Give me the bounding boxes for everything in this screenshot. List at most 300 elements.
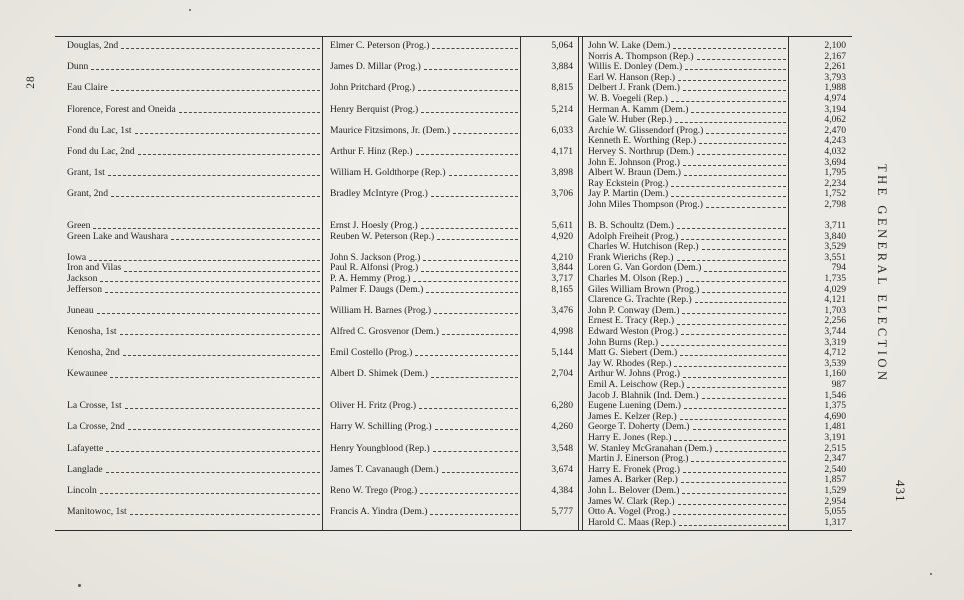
opponent-vote-count: 2,798 (824, 198, 846, 210)
district-name-text: Fond du Lac, 1st (67, 124, 132, 136)
opponent-vote-count: 4,121 (824, 294, 846, 306)
winning-vote-count: 6,033 (551, 124, 573, 136)
winning-candidate-name (322, 126, 520, 137)
winning-vote-count: 3,706 (551, 188, 573, 200)
district-row (55, 263, 578, 274)
district-row (55, 285, 578, 296)
dotted-leader (682, 312, 786, 314)
district-name-text: Lincoln (67, 484, 97, 496)
opponent-name-text: John Miles Thompson (Prog.) (588, 198, 703, 210)
winning-candidate-name-text: Ernst J. Hoesly (Prog.) (330, 220, 418, 232)
dotted-leader (421, 270, 518, 272)
opponent-row (578, 380, 852, 391)
district-row (55, 327, 578, 338)
opponent-list (578, 83, 852, 104)
winning-vote-count: 3,898 (551, 167, 573, 179)
opponent-name-text: Ray Eckstein (Prog.) (588, 177, 669, 189)
dotted-leader (97, 312, 320, 314)
opponent-vote-count: 4,029 (824, 283, 846, 295)
opponent-vote-count: 4,243 (824, 135, 846, 147)
district-row (55, 189, 578, 200)
opponent-name-text: John L. Belover (Dem.) (588, 484, 680, 496)
dotted-leader (673, 513, 786, 515)
result-group (55, 253, 852, 264)
winning-vote-count: 3,717 (551, 273, 573, 285)
result-group (55, 263, 852, 274)
district-name (55, 401, 322, 412)
result-group (55, 401, 852, 422)
opponent-name-text: Emil A. Leischow (Rep.) (588, 379, 685, 390)
dotted-leader (110, 376, 320, 378)
district-name-text: Fond du Lac, 2nd (67, 145, 135, 157)
table-body (55, 37, 852, 528)
winning-candidate-name (322, 507, 520, 518)
dotted-leader (678, 503, 786, 505)
scan-speck (930, 573, 932, 575)
district-row (55, 168, 578, 179)
winning-vote-count: 5,144 (551, 347, 573, 359)
dotted-leader (420, 492, 518, 494)
opponent-name-text: Giles William Brown (Prog.) (588, 283, 700, 295)
dotted-leader (686, 280, 786, 282)
dotted-leader (691, 460, 786, 462)
opponent-name-text: Harry E. Jones (Rep.) (588, 431, 672, 443)
opponent-vote-count: 4,690 (824, 410, 846, 422)
district-name-text: Green Lake and Waushara (67, 230, 169, 242)
opponent-list (578, 147, 852, 168)
opponent-vote-count: 1,752 (824, 188, 846, 200)
dotted-leader (673, 47, 786, 49)
dotted-leader (687, 386, 786, 388)
district-name (55, 444, 322, 455)
scan-speck (78, 584, 81, 587)
opponent-name-text: Earl W. Hanson (Rep.) (588, 71, 676, 83)
dotted-leader (695, 301, 786, 303)
district-name-text: Langlade (67, 463, 103, 475)
opponent-vote-count: 1,375 (824, 400, 846, 412)
dotted-leader (423, 259, 518, 261)
opponent-vote-count: 3,539 (824, 357, 846, 369)
opponent-list (578, 126, 852, 147)
dotted-leader (683, 89, 786, 91)
opponent-name-text: John W. Lake (Dem.) (588, 40, 671, 51)
district-name-text: Kewaunee (67, 368, 108, 380)
dotted-leader (434, 312, 518, 314)
dotted-leader (453, 132, 518, 134)
opponent-vote-count: 4,712 (824, 347, 846, 359)
result-group (55, 221, 852, 232)
district-name (55, 369, 322, 380)
opponent-name-text: Charles W. Hutchison (Rep.) (588, 241, 699, 253)
opponent-name-text: Clarence G. Trachte (Rep.) (588, 294, 692, 306)
dotted-leader (106, 450, 320, 452)
opponent-vote-count: 1,857 (824, 474, 846, 486)
winning-vote-count: 3,476 (551, 304, 573, 316)
district-name (55, 327, 322, 338)
winning-candidate-name-text: Reuben W. Peterson (Rep.) (330, 230, 435, 242)
winning-candidate-name (322, 486, 520, 497)
district-row (55, 105, 578, 116)
dotted-leader (671, 195, 786, 197)
opponent-vote-count: 2,234 (824, 177, 846, 189)
district-name-text: Grant, 1st (67, 167, 105, 179)
district-name-text: Iron and Vilas (67, 262, 122, 274)
result-group (55, 83, 852, 104)
dotted-leader (715, 450, 786, 452)
opponent-name-text: Willis E. Donley (Dem.) (588, 61, 683, 73)
winning-candidate-name-text: Alfred C. Grosvenor (Dem.) (330, 326, 439, 338)
dotted-leader (413, 280, 518, 282)
running-head-title: THE GENERAL ELECTION (875, 164, 889, 384)
opponent-vote-count: 2,167 (824, 50, 846, 62)
dotted-leader (437, 238, 518, 240)
dotted-leader (697, 153, 786, 155)
winning-candidate-name (322, 62, 520, 73)
opponent-list (578, 285, 852, 306)
winning-candidate-name-text: Henry Berquist (Prog.) (330, 103, 419, 115)
dotted-leader (108, 174, 320, 176)
opponent-name-text: Frank Wierichs (Rep.) (588, 251, 674, 263)
opponent-name-text: George T. Doherty (Dem.) (588, 421, 690, 433)
opponent-name-text: Ernest E. Tracy (Rep.) (588, 315, 675, 327)
opponent-name-text: W. B. Voegeli (Rep.) (588, 92, 668, 104)
opponent-list (578, 105, 852, 126)
district-row (55, 62, 578, 73)
winning-candidate-name-text: Bradley McIntyre (Prog.) (330, 188, 428, 200)
district-row (55, 253, 578, 264)
winning-candidate-name-text: Oliver H. Fritz (Prog.) (330, 400, 417, 412)
opponent-name-text: Gale W. Huber (Rep.) (588, 114, 672, 126)
opponent-name-text: Kenneth E. Worthing (Rep.) (588, 135, 697, 147)
winning-candidate-name (322, 327, 520, 338)
district-name (55, 62, 322, 73)
opponent-vote-count: 2,515 (824, 442, 846, 454)
dotted-leader (100, 492, 320, 494)
dotted-leader (120, 333, 320, 335)
winning-candidate-name-text: Harry W. Schilling (Prog.) (330, 421, 432, 433)
opponent-vote-count: 5,055 (824, 506, 846, 518)
opponent-name-text: Adolph Freiheit (Prog.) (588, 230, 679, 242)
winning-candidate-name (322, 306, 520, 317)
district-name (55, 507, 322, 518)
district-name-text: Florence, Forest and Oneida (67, 103, 176, 115)
result-group (55, 306, 852, 327)
opponent-name-text: Arthur W. Johns (Prog.) (588, 368, 680, 380)
dotted-leader (432, 47, 518, 49)
district-name-text: Iowa (67, 251, 87, 263)
dotted-leader (138, 153, 320, 155)
district-name-text: Eau Claire (67, 82, 108, 94)
opponent-name-text: Norris A. Thompson (Rep.) (588, 50, 694, 62)
district-name-text: Dunn (67, 61, 89, 73)
dotted-leader (111, 195, 320, 197)
dotted-leader (677, 323, 786, 325)
column-rule-district-candidate (322, 37, 323, 530)
opponent-list (578, 486, 852, 507)
dotted-leader (680, 354, 786, 356)
district-name-text: Lafayette (67, 442, 104, 454)
winning-vote-count: 4,260 (551, 421, 573, 433)
winning-vote-count: 4,920 (551, 230, 573, 242)
dotted-leader (682, 492, 786, 494)
dotted-leader (675, 121, 786, 123)
winning-vote-count: 2,704 (551, 368, 573, 380)
winning-vote-count: 5,777 (551, 506, 573, 518)
winning-candidate-name-text: Paul R. Alfonsi (Prog.) (330, 262, 419, 274)
winning-vote-count: 8,165 (551, 283, 573, 295)
dotted-leader (702, 291, 786, 293)
district-row (55, 369, 578, 380)
winning-candidate-name (322, 401, 520, 412)
dotted-leader (699, 142, 786, 144)
result-group (55, 232, 852, 253)
opponent-list (578, 422, 852, 443)
opponent-name-text: Matt G. Siebert (Dem.) (588, 347, 678, 359)
district-row (55, 486, 578, 497)
dotted-leader (677, 259, 787, 261)
winning-candidate-name (322, 348, 520, 359)
dotted-leader (418, 89, 518, 91)
dotted-leader (683, 376, 786, 378)
dotted-leader (421, 111, 518, 113)
winning-vote-count: 3,884 (551, 61, 573, 73)
dotted-leader (426, 291, 518, 293)
dotted-leader (674, 365, 786, 367)
district-name (55, 348, 322, 359)
winning-candidate-name (322, 285, 520, 296)
winning-vote-count: 5,064 (551, 40, 573, 51)
winning-vote-count: 5,611 (551, 220, 573, 232)
opponent-list (578, 306, 852, 327)
winning-candidate-name-text: William H. Goldthorpe (Rep.) (330, 167, 446, 179)
dotted-leader (681, 333, 786, 335)
dotted-leader (433, 450, 518, 452)
winning-candidate-name-text: Arthur F. Hinz (Rep.) (330, 145, 413, 157)
district-row (55, 306, 578, 317)
winning-candidate-name (322, 189, 520, 200)
district-name (55, 285, 322, 296)
opponent-list (578, 327, 852, 348)
dotted-leader (706, 206, 786, 208)
opponent-vote-count: 2,100 (824, 40, 846, 51)
opponent-name (578, 41, 788, 52)
winning-candidate-name-text: Elmer C. Peterson (Prog.) (330, 40, 430, 51)
winning-candidate-name-text: Henry Youngblood (Rep.) (330, 442, 430, 454)
winning-candidate-name-text: John Pritchard (Prog.) (330, 82, 415, 94)
opponent-vote-count: 1,529 (824, 484, 846, 496)
dotted-leader (415, 354, 518, 356)
winning-candidate-name-text: Emil Costello (Prog.) (330, 347, 413, 359)
winning-candidate-name-text: William H. Barnes (Prog.) (330, 304, 432, 316)
winning-vote-count: 4,384 (551, 484, 573, 496)
dotted-leader (430, 513, 518, 515)
result-group (55, 486, 852, 507)
winning-candidate-name-text: Albert D. Shimek (Dem.) (330, 368, 428, 380)
dotted-leader (702, 397, 786, 399)
dotted-leader (678, 79, 786, 81)
district-row (55, 422, 578, 433)
winning-candidate-name (322, 422, 520, 433)
opponent-name-text: Harry E. Fronek (Prog.) (588, 463, 680, 475)
opponent-list (578, 507, 852, 528)
district-row (55, 274, 578, 285)
opponent-list (578, 369, 852, 401)
left-margin-signature-number: 28 (24, 75, 37, 89)
opponent-vote-count: 1,317 (824, 516, 846, 528)
opponent-name (578, 486, 788, 497)
opponent-name-text: Jay P. Martin (Dem.) (588, 188, 669, 200)
dotted-leader (677, 227, 786, 229)
district-name (55, 126, 322, 137)
winning-candidate-name (322, 232, 520, 243)
opponent-vote-count: 3,694 (824, 156, 846, 168)
dotted-leader (684, 174, 786, 176)
opponent-name (578, 200, 788, 211)
district-name (55, 189, 322, 200)
dotted-leader (91, 68, 320, 70)
dotted-leader (680, 418, 786, 420)
district-name-text: Juneau (67, 304, 94, 316)
dotted-leader (681, 238, 786, 240)
opponent-name-text: W. Stanley McGranahan (Dem.) (588, 442, 713, 454)
winning-candidate-name (322, 105, 520, 116)
winning-candidate-name-text: James T. Cavanaugh (Dem.) (330, 463, 439, 475)
opponent-name-text: Charles M. Olson (Rep.) (588, 273, 683, 285)
district-name (55, 147, 322, 158)
district-name-text: Jefferson (67, 283, 102, 295)
result-group (55, 507, 852, 528)
opponent-row (578, 433, 852, 444)
opponent-name-text: James A. Barker (Rep.) (588, 474, 678, 486)
opponent-name (578, 94, 788, 105)
dotted-leader (442, 471, 518, 473)
winning-vote-count: 3,674 (551, 463, 573, 475)
opponent-name-text: Harold C. Maas (Rep.) (588, 516, 676, 528)
opponent-vote-count: 3,793 (824, 71, 846, 83)
opponent-list (578, 62, 852, 83)
opponent-name-text: John Burns (Rep.) (588, 336, 659, 348)
opponent-list (578, 232, 852, 253)
dotted-leader (93, 227, 320, 229)
opponent-vote-count: 1,481 (824, 421, 846, 433)
opponent-vote-count: 3,194 (824, 103, 846, 115)
winning-candidate-name (322, 83, 520, 94)
winning-candidate-name-text: Palmer F. Daugs (Dem.) (330, 283, 424, 295)
district-row (55, 507, 578, 518)
opponent-list (578, 444, 852, 465)
winning-candidate-name-text: Maurice Fitzsimons, Jr. (Dem.) (330, 124, 450, 136)
opponent-row (578, 200, 852, 211)
result-group (55, 62, 852, 83)
opponent-vote-count: 2,470 (824, 124, 846, 136)
dotted-leader (671, 185, 786, 187)
winning-candidate-name (322, 168, 520, 179)
result-group (55, 465, 852, 486)
dotted-leader (685, 68, 786, 70)
dotted-leader (89, 259, 320, 261)
opponent-row (578, 41, 852, 52)
opponent-name-text: James E. Kelzer (Rep.) (588, 410, 677, 422)
dotted-leader (130, 513, 320, 515)
district-name-text: Douglas, 2nd (67, 40, 119, 51)
dotted-leader (442, 333, 518, 335)
district-name-text: Kenosha, 1st (67, 326, 117, 338)
opponent-list (578, 401, 852, 422)
opponent-name (578, 380, 788, 391)
opponent-name-text: Albert W. Braun (Dem.) (588, 167, 681, 179)
opponent-list (578, 41, 852, 62)
opponent-vote-count: 3,191 (824, 431, 846, 443)
dotted-leader (679, 524, 786, 526)
winning-vote-count: 4,210 (551, 251, 573, 263)
opponent-vote-count: 1,795 (824, 167, 846, 179)
opponent-name-text: Edward Weston (Prog.) (588, 326, 678, 338)
opponent-name (578, 433, 788, 444)
district-name-text: La Crosse, 1st (67, 400, 122, 412)
opponent-vote-count: 1,988 (824, 82, 846, 94)
winning-vote-count: 8,815 (551, 82, 573, 94)
opponent-vote-count: 4,032 (824, 145, 846, 157)
opponent-vote-count: 3,711 (824, 220, 846, 232)
dotted-leader (435, 428, 518, 430)
opponent-vote-count: 794 (831, 262, 846, 274)
opponent-row (578, 147, 852, 158)
winning-vote-count: 6,280 (551, 400, 573, 412)
opponent-vote-count: 4,062 (824, 114, 846, 126)
dotted-leader (449, 174, 518, 176)
dotted-leader (416, 153, 518, 155)
winning-candidate-name-text: Francis A. Yindra (Dem.) (330, 506, 428, 518)
winning-vote-count: 4,998 (551, 326, 573, 338)
dotted-leader (431, 376, 518, 378)
dotted-leader (693, 428, 786, 430)
dotted-leader (706, 132, 786, 134)
district-row (55, 41, 578, 52)
winning-candidate-name-text: John S. Jackson (Prog.) (330, 251, 421, 263)
page-number: 431 (893, 480, 908, 503)
winning-candidate-name (322, 147, 520, 158)
winning-candidate-name-text: Reno W. Trego (Prog.) (330, 484, 418, 496)
opponent-name-text: Otto A. Vogel (Prog.) (588, 506, 670, 518)
dotted-leader (105, 291, 320, 293)
opponent-vote-count: 3,551 (824, 251, 846, 263)
dotted-leader (419, 407, 518, 409)
opponent-row (578, 94, 852, 105)
result-group (55, 105, 852, 126)
district-name (55, 232, 322, 243)
opponent-name-text: Hervey S. Northrup (Dem.) (588, 145, 694, 157)
district-name (55, 41, 322, 52)
dotted-leader (106, 471, 320, 473)
opponent-name-text: Martin J. Einerson (Prog.) (588, 453, 689, 465)
result-group (55, 147, 852, 168)
result-group (55, 168, 852, 189)
dotted-leader (681, 481, 786, 483)
dotted-leader (691, 111, 786, 113)
dotted-leader (171, 238, 320, 240)
opponent-name-text: Archie W. Glissendorf (Prog.) (588, 124, 704, 136)
result-group (55, 41, 852, 62)
result-group (55, 274, 852, 285)
district-name-text: Jackson (67, 273, 98, 285)
opponent-name (578, 518, 788, 529)
center-double-rule-left (578, 37, 579, 530)
dotted-leader (683, 471, 786, 473)
column-rule-candidate-votes (520, 37, 521, 530)
opponent-list (578, 189, 852, 210)
district-row (55, 83, 578, 94)
dotted-leader (421, 227, 518, 229)
